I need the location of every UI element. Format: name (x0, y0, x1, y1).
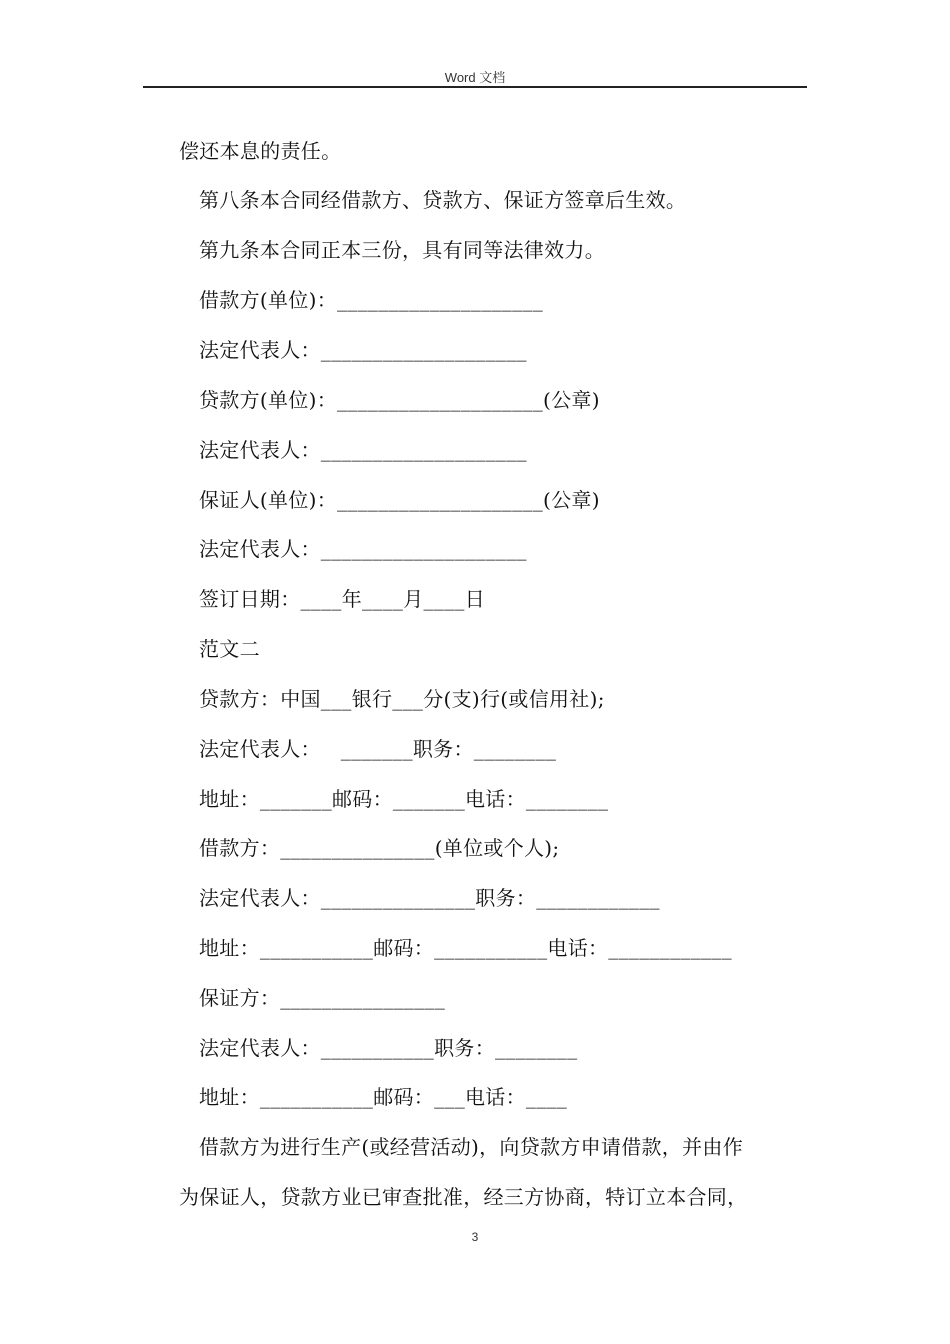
signature-line: 借款方(单位)：____________________ (199, 288, 544, 312)
form-line: 法定代表人：_______________职务：____________ (199, 886, 660, 910)
header-divider (143, 86, 807, 88)
paragraph-line: 偿还本息的责任。 (179, 139, 342, 163)
form-line: 地址：___________邮码：___电话：____ (199, 1085, 568, 1109)
paragraph-line: 第九条本合同正本三份，具有同等法律效力。 (199, 238, 605, 262)
signature-line: 保证人(单位)：____________________(公章) (199, 488, 600, 512)
form-line: 地址：_______邮码：_______电话：________ (199, 787, 609, 811)
signature-line: 法定代表人：____________________ (199, 438, 527, 462)
signature-line: 法定代表人：____________________ (199, 338, 527, 362)
form-line: 法定代表人：___________职务：________ (199, 1036, 578, 1060)
signature-line: 贷款方(单位)：____________________(公章) (199, 388, 600, 412)
form-line: 地址：___________邮码：___________电话：____________ (199, 936, 732, 960)
paragraph-line: 借款方为进行生产(或经营活动)，向贷款方申请借款，并由作 (199, 1135, 744, 1159)
paragraph-line: 第八条本合同经借款方、贷款方、保证方签章后生效。 (199, 188, 687, 212)
signature-line: 法定代表人：____________________ (199, 537, 527, 561)
form-line: 借款方：_______________(单位或个人); (199, 836, 560, 860)
form-line: 贷款方：中国___银行___分(支)行(或信用社); (199, 687, 605, 711)
page-number: 3 (471, 1230, 479, 1244)
paragraph-line: 为保证人，贷款方业已审查批准，经三方协商，特订立本合同， (179, 1185, 748, 1209)
page-header: Word 文档 (444, 70, 506, 85)
form-line: 保证方：________________ (199, 986, 445, 1010)
form-line: 法定代表人： _______职务：________ (199, 737, 557, 761)
section-heading: 范文二 (199, 637, 260, 661)
date-line: 签订日期：____年____月____日 (199, 587, 485, 611)
